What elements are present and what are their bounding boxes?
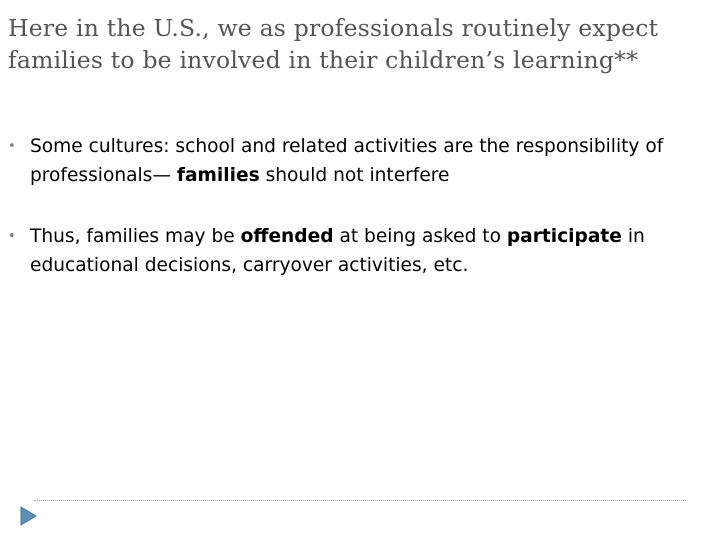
bullet-list: [8, 132, 708, 280]
triangle-play-icon[interactable]: [18, 505, 40, 527]
bullet-text-bold-families: families: [176, 165, 260, 186]
bullet-item-cultures: [8, 132, 708, 190]
bullet-text-segment: Some cultures: school and related activities are the responsibility of professionals—: [30, 136, 664, 186]
bullet-item-offended: [8, 222, 708, 280]
footer-divider: [34, 500, 686, 501]
bullet-text-segment: should not interfere: [259, 165, 450, 186]
bullet-text-segment: in educational decisions, carryover activities, etc.: [30, 226, 645, 276]
bullet-text-segment: at being asked to: [333, 226, 507, 247]
bullet-text-bold-offended: offended: [240, 226, 334, 247]
triangle-play-icon-shape: [21, 507, 36, 525]
bullet-marker: •: [8, 139, 16, 154]
slide-title: Here in the U.S., we as professionals routinely expect families to be involved in their children’s learning**: [8, 14, 659, 74]
bullet-marker: •: [8, 229, 16, 244]
bullet-text-segment: Thus, families may be: [30, 226, 241, 247]
bullet-text-bold-participate: participate: [506, 226, 622, 247]
